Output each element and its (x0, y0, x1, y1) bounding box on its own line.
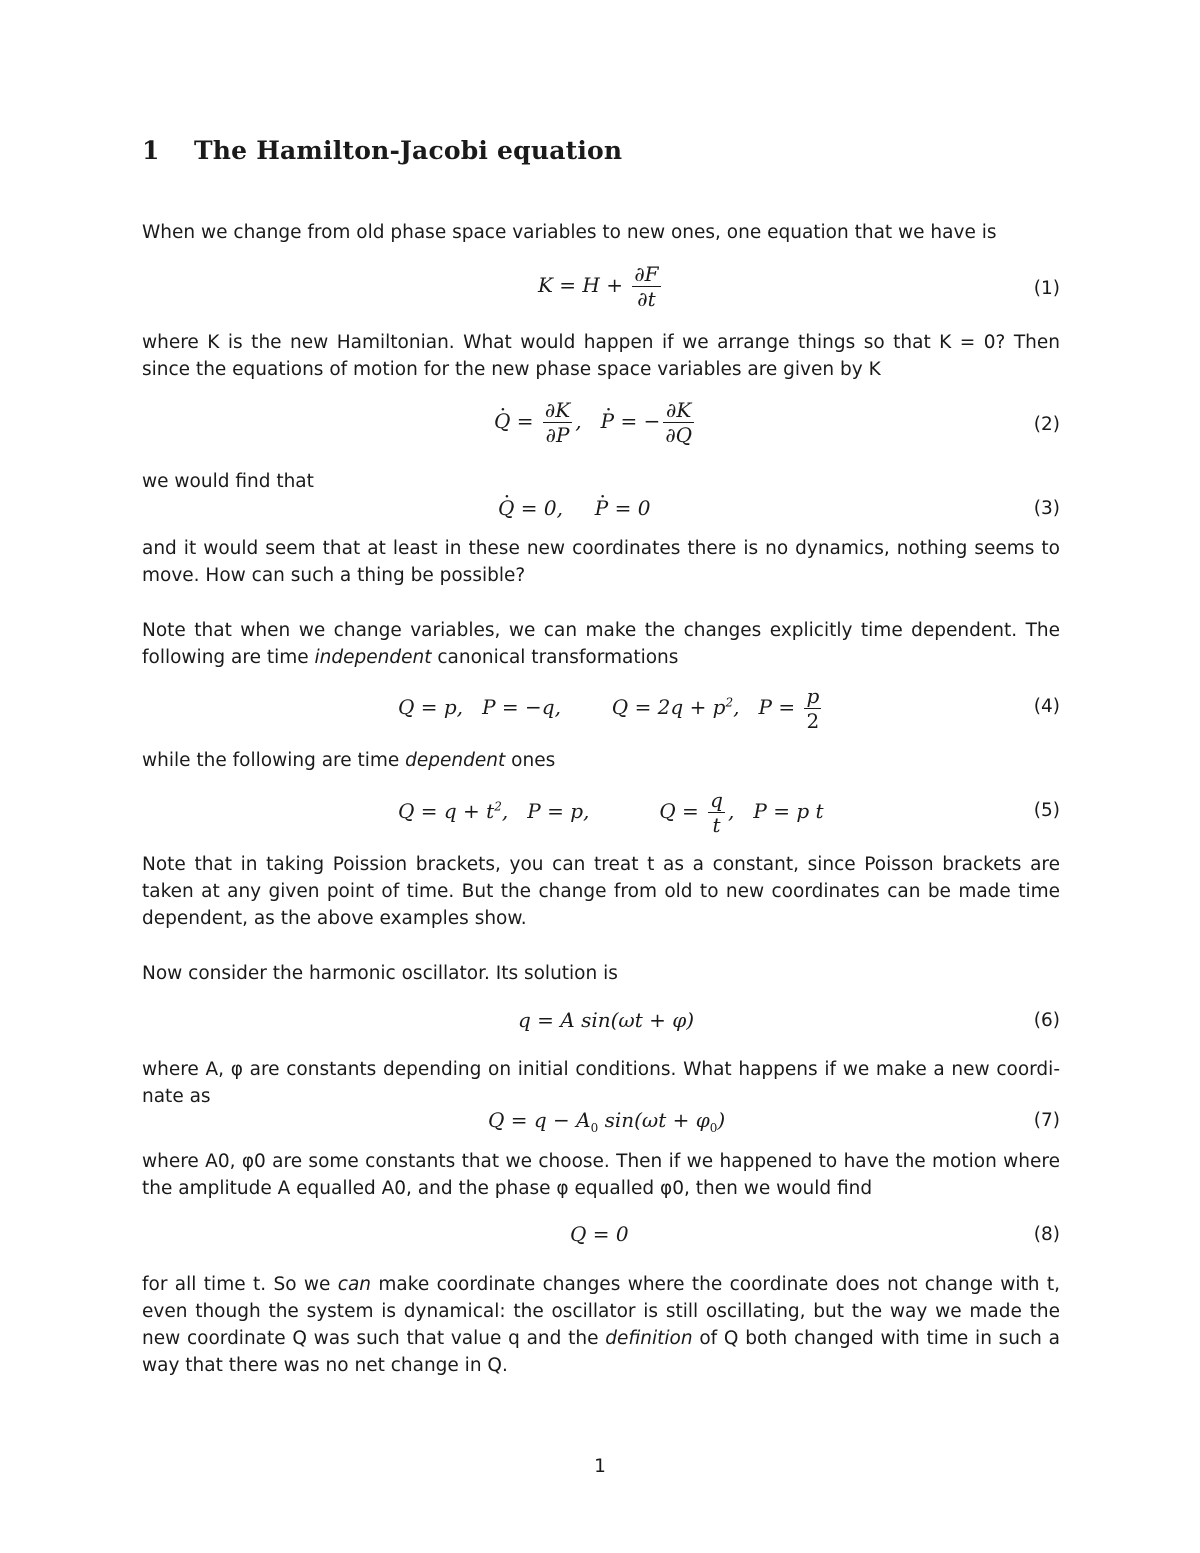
eq5-numerator: q (710, 788, 723, 812)
eq4-denominator: 2 (806, 709, 820, 733)
equation-6-number: (6) (1033, 1010, 1060, 1031)
equation-4-number: (4) (1033, 696, 1060, 717)
text-span: new coordinate Q was such that value q and the (142, 1328, 606, 1349)
equation-2 (142, 398, 1060, 458)
eq5-left: Q = q + t (398, 799, 495, 823)
text-line: since the equations of motion for the new phase space variables are given by K (142, 359, 881, 380)
paragraph-oscillator (142, 960, 1060, 987)
text-span: of Q both changed with time in such a (692, 1328, 1060, 1349)
page-number: 1 (594, 1456, 606, 1477)
text-line: where K is the new Hamiltonian. What would happen if we arrange things so that K = 0? Then (142, 332, 1060, 353)
eq1-denominator: ∂t (637, 287, 656, 311)
text-line: Note that in taking Poission brackets, you can treat t as a constant, since Poisson brackets are (142, 854, 1060, 875)
eq3-qdot: · Q (498, 496, 514, 520)
equation-4-body (398, 684, 824, 733)
text-line: Now consider the harmonic oscillator. Its solution is (142, 963, 618, 984)
eq5-right: , P = p t (727, 799, 824, 823)
text-span: make coordinate changes where the coordinate does not change with t, (371, 1274, 1060, 1295)
section-title: The Hamilton-Jacobi equation (194, 136, 623, 165)
text-line (142, 644, 1060, 671)
equation-5-body (398, 788, 824, 837)
text-line: where A0, φ0 are some constants that we choose. Then if we happened to have the motion where (142, 1151, 1060, 1172)
eq7-subscript-1: 0 (590, 1121, 599, 1135)
eq7-part-c: ) (717, 1108, 726, 1132)
emphasis-independent: independent (314, 647, 432, 668)
eq3-rest-a: = 0, (514, 496, 595, 520)
eq2-equals: = (510, 409, 540, 433)
eq5-superscript: 2 (494, 799, 502, 814)
paragraph-new-coordinate (142, 1056, 1060, 1110)
text-line: the amplitude A equalled A0, and the phase φ equalled φ0, then we would find (142, 1178, 873, 1199)
equation-8-number: (8) (1033, 1224, 1060, 1245)
text-span: canonical transformations (431, 647, 679, 668)
equation-1-body (538, 262, 664, 311)
eq1-fraction (632, 262, 660, 311)
eq2-denominator-b: ∂Q (665, 423, 693, 447)
eq2-denominator-a: ∂P (545, 423, 570, 447)
eq2-numerator-b: ∂K (663, 398, 694, 423)
equation-5-number: (5) (1033, 800, 1060, 821)
paragraph-no-dynamics (142, 535, 1060, 589)
text-line: dependent, as the above examples show. (142, 908, 527, 929)
eq4-superscript: 2 (725, 695, 734, 710)
text-line: where A, φ are constants depending on initial conditions. What happens if we make a new coordi- (142, 1059, 1060, 1080)
text-line: we would find that (142, 471, 314, 492)
eq2-numerator-a: ∂K (544, 398, 571, 422)
equation-7-number: (7) (1033, 1110, 1060, 1131)
eq7-subscript-2: 0 (709, 1121, 718, 1135)
emphasis-can: can (337, 1274, 372, 1295)
paragraph-intro (142, 219, 1060, 246)
eq4-left: Q = p, P = −q, Q = 2q + p (398, 695, 726, 719)
text-line: way that there was no net change in Q. (142, 1355, 508, 1376)
text-line: taken at any given point of time. But the change from old to new coordinates can be made time (142, 881, 1060, 902)
eq5-denominator: t (712, 813, 721, 837)
eq2-fraction-b (663, 398, 694, 447)
text-line (142, 1325, 1060, 1352)
section-number: 1 (142, 136, 160, 165)
eq5-mid: , P = p, Q = (501, 799, 706, 823)
equation-8-body: Q = 0 (570, 1222, 629, 1246)
eq5-fraction (708, 788, 725, 837)
text-line: nate as (142, 1086, 211, 1107)
equation-5 (142, 788, 1060, 848)
eq7-part-a: Q = q − A (488, 1108, 591, 1132)
paragraph-constants (142, 1148, 1060, 1202)
eq2-pdot: · P (601, 409, 614, 433)
eq7-part-b: sin(ωt + φ (598, 1108, 710, 1132)
equation-7-body (488, 1108, 725, 1135)
eq1-lhs: K = H + (538, 273, 630, 297)
text-line: move. How can such a thing be possible? (142, 565, 526, 586)
text-line (142, 1271, 1060, 1298)
text-line: and it would seem that at least in these new coordinates there is no dynamics, nothing seems to (142, 538, 1060, 559)
equation-2-body (494, 398, 697, 447)
text-line: When we change from old phase space variables to new ones, one equation that we have is (142, 222, 997, 243)
paragraph-dependent (142, 747, 1060, 774)
section-heading (142, 136, 622, 165)
eq2-qdot: · Q (494, 409, 510, 433)
emphasis-dependent: dependent (405, 750, 506, 771)
paragraph-conclusion (142, 1271, 1060, 1379)
equation-3-body (498, 496, 650, 520)
equation-3-number: (3) (1033, 498, 1060, 519)
paragraph-hamiltonian (142, 329, 1060, 383)
eq2-separator: , (575, 409, 601, 433)
eq1-numerator: ∂F (634, 262, 659, 286)
paragraph-poisson (142, 851, 1060, 932)
equation-6-body: q = A sin(ωt + φ) (518, 1008, 695, 1032)
text-line (142, 747, 1060, 774)
equation-1 (142, 262, 1060, 322)
text-span: following are time (142, 647, 315, 668)
eq2-equals-minus: = − (614, 409, 661, 433)
eq2-fraction-a (543, 398, 572, 447)
equation-1-number: (1) (1033, 278, 1060, 299)
eq4-mid: , P = (733, 695, 802, 719)
eq4-fraction (804, 684, 821, 733)
text-span: ones (505, 750, 556, 771)
eq4-numerator: p (806, 684, 820, 708)
emphasis-definition: definition (605, 1328, 693, 1349)
text-span: while the following are time (142, 750, 406, 771)
equation-4 (142, 684, 1060, 744)
eq3-pdot: · P (595, 496, 608, 520)
paragraph-time-dependent (142, 617, 1060, 671)
text-line: even though the system is dynamical: the oscillator is still oscillating, but the way we made the (142, 1301, 1060, 1322)
text-line: Note that when we change variables, we can make the changes explicitly time dependent. The (142, 620, 1060, 641)
eq3-rest-b: = 0 (608, 496, 651, 520)
text-span: for all time t. So we (142, 1274, 338, 1295)
equation-2-number: (2) (1033, 414, 1060, 435)
